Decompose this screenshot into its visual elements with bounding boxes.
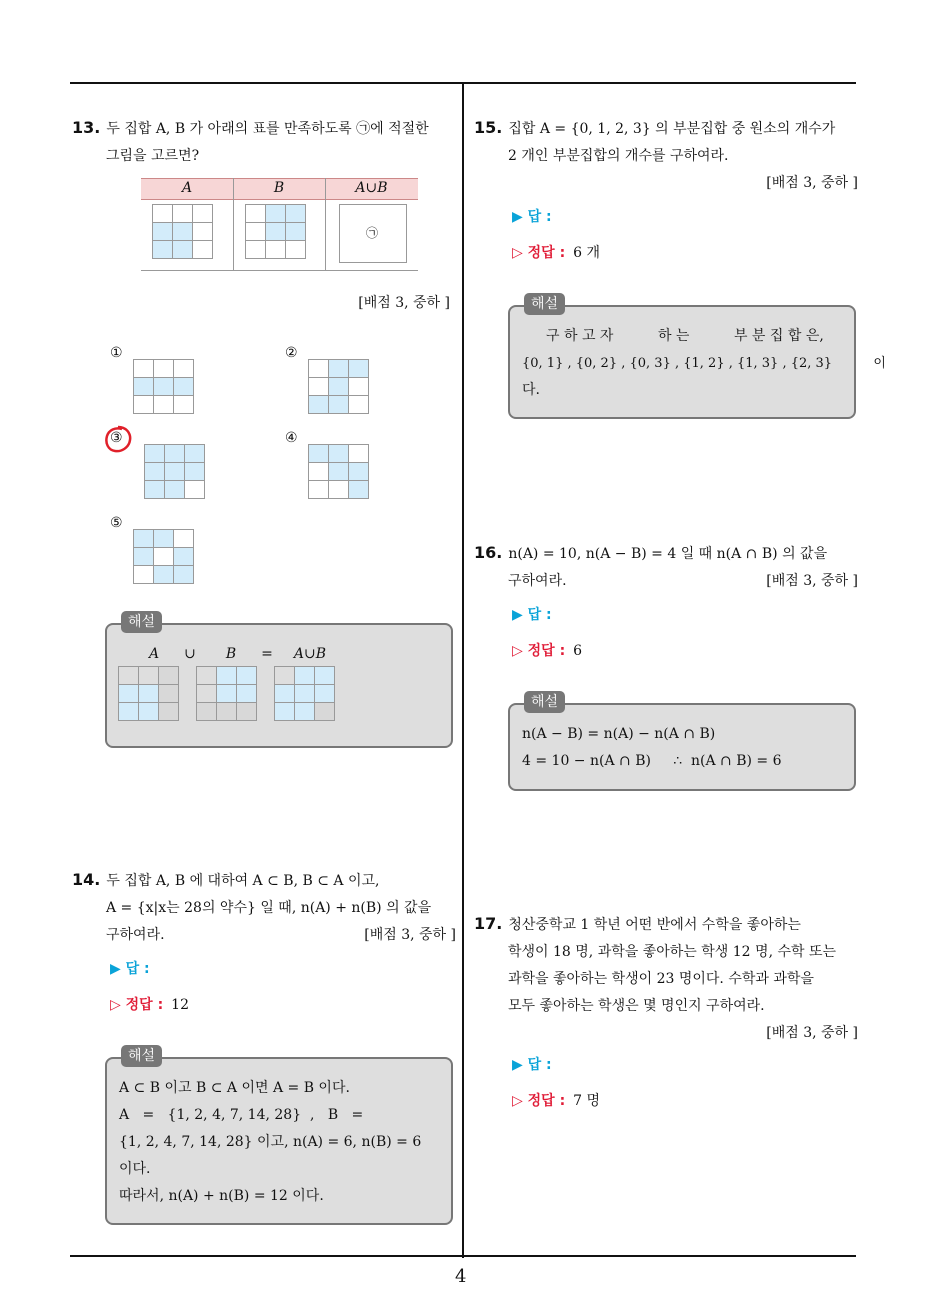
option-2-label[interactable]: ② — [285, 345, 298, 361]
table-header: A — [181, 180, 193, 196]
solution-box-15 — [508, 296, 886, 419]
question-17 — [474, 910, 858, 1047]
option-2-grid[interactable] — [308, 359, 369, 414]
correct-answer-value: 12 — [171, 997, 189, 1013]
solution-grid-union — [274, 666, 335, 721]
option-3-grid[interactable] — [144, 444, 205, 499]
score-label: [배점 3, 중하 ] — [766, 1025, 858, 1041]
question-text: 구하여라. — [508, 573, 567, 589]
question-number: 16. — [474, 543, 503, 562]
question-16 — [474, 539, 858, 595]
option-5-label[interactable]: ⑤ — [110, 515, 123, 531]
question-text: 과학을 좋아하는 학생이 23 명이다. 수학과 과학을 — [508, 971, 814, 987]
solution-header: = — [261, 646, 273, 662]
correct-answer-14 — [110, 994, 189, 1014]
answer-field-17[interactable]: ▶ 답 : — [512, 1057, 552, 1073]
correct-answer-value: 7 명 — [573, 1093, 601, 1109]
question-text: 구하여라. — [106, 927, 165, 943]
grid-b — [245, 204, 306, 259]
bottom-rule — [70, 1255, 856, 1257]
question-text: 모두 좋아하는 학생은 몇 명인지 구하여라. — [508, 998, 765, 1014]
score-label: [배점 3, 중하 ] — [364, 927, 456, 943]
solution-tag: 해설 — [121, 1045, 162, 1067]
question-text: 집합 A = {0, 1, 2, 3} 의 부분집합 중 원소의 개수가 — [508, 121, 836, 137]
solution-grid-b — [196, 666, 257, 721]
answer-field-15[interactable]: ▶ 답 : — [512, 209, 552, 225]
question-text: 청산중학교 1 학년 어떤 반에서 수학을 좋아하는 — [508, 917, 801, 933]
table-header: B — [273, 180, 285, 196]
question-number: 17. — [474, 914, 503, 933]
question-text: 두 집합 A, B 에 대하여 A ⊂ B, B ⊂ A 이고, — [106, 873, 380, 889]
option-1-grid[interactable] — [133, 359, 194, 414]
question-number: 14. — [72, 870, 101, 889]
question-text: 그림을 고르면? — [106, 148, 200, 164]
solution-line: 4 = 10 − n(A ∩ B) ∴ n(A ∩ B) = 6 — [522, 753, 782, 769]
question-13 — [72, 114, 456, 170]
solution-header: A∪B — [293, 646, 327, 662]
answer-field-14[interactable]: ▶ 답 : — [110, 961, 150, 977]
grid-a — [152, 204, 213, 259]
question-text: A = {x|x는 28의 약수} 일 때, n(A) + n(B) 의 값을 — [106, 900, 432, 916]
table-divider — [233, 178, 234, 270]
solution-line: {0, 1} , {0, 2} , {0, 3} , {1, 2} , {1, 3} , {2, 3} 이 — [522, 356, 886, 371]
solution-box-16 — [508, 694, 856, 791]
correct-answer-label: ▷ 정답 : — [512, 643, 566, 659]
question-text: 학생이 18 명, 과학을 좋아하는 학생 12 명, 수학 또는 — [508, 944, 837, 960]
solution-line: 구 하 고 자 하 는 부 분 집 합 은, — [546, 328, 824, 344]
option-3-label[interactable]: ③ — [110, 430, 123, 446]
solution-header: A — [148, 646, 160, 662]
correct-answer-16 — [512, 640, 582, 660]
question-15 — [474, 114, 858, 197]
correct-answer-value: 6 개 — [573, 245, 601, 261]
solution-box-14 — [105, 1048, 453, 1225]
answer-field-16[interactable]: ▶ 답 : — [512, 607, 552, 623]
correct-answer-value: 6 — [573, 643, 583, 659]
column-divider — [462, 82, 464, 1258]
solution-line: 이다. — [119, 1161, 151, 1177]
question-text: n(A) = 10, n(A − B) = 4 일 때 n(A ∩ B) 의 값을 — [508, 546, 828, 562]
solution-grid-a — [118, 666, 179, 721]
solution-tag: 해설 — [524, 293, 565, 315]
score-label: [배점 3, 중하 ] — [766, 573, 858, 589]
solution-line: A = {1, 2, 4, 7, 14, 28} , B = — [119, 1107, 364, 1123]
question-14 — [72, 866, 456, 949]
solution-tag: 해설 — [121, 611, 162, 633]
page-number: 4 — [455, 1266, 467, 1287]
question-text: 2 개인 부분집합의 개수를 구하여라. — [508, 148, 729, 164]
solution-line: A ⊂ B 이고 B ⊂ A 이면 A = B 이다. — [119, 1080, 350, 1096]
solution-line: {1, 2, 4, 7, 14, 28} 이고, n(A) = 6, n(B) = 6 — [119, 1134, 422, 1150]
option-5-grid[interactable] — [133, 529, 194, 584]
score-label: [배점 3, 중하 ] — [358, 295, 450, 311]
correct-answer-15 — [512, 242, 600, 262]
solution-line: 다. — [522, 382, 540, 398]
correct-answer-label: ▷ 정답 : — [512, 245, 566, 261]
solution-line: 따라서, n(A) + n(B) = 12 이다. — [119, 1188, 324, 1204]
question-text: 두 집합 A, B 가 아래의 표를 만족하도록 ㉠에 적절한 — [106, 121, 429, 137]
correct-answer-label: ▷ 정답 : — [110, 997, 164, 1013]
solution-header: B — [225, 646, 237, 662]
score-label: [배점 3, 중하 ] — [766, 175, 858, 191]
solution-tag: 해설 — [524, 691, 565, 713]
option-4-label[interactable]: ④ — [285, 430, 298, 446]
solution-line: n(A − B) = n(A) − n(A ∩ B) — [522, 726, 716, 742]
table-divider — [325, 178, 326, 270]
question-number: 15. — [474, 118, 503, 137]
correct-answer-17 — [512, 1090, 600, 1110]
circle-mark: ㉠ — [366, 226, 379, 240]
question-number: 13. — [72, 118, 101, 137]
option-4-grid[interactable] — [308, 444, 369, 499]
correct-answer-label: ▷ 정답 : — [512, 1093, 566, 1109]
answer-circle-icon — [103, 424, 133, 454]
solution-header: ∪ — [184, 646, 196, 662]
table-header: A∪B — [355, 180, 388, 196]
option-1-label[interactable]: ① — [110, 345, 123, 361]
